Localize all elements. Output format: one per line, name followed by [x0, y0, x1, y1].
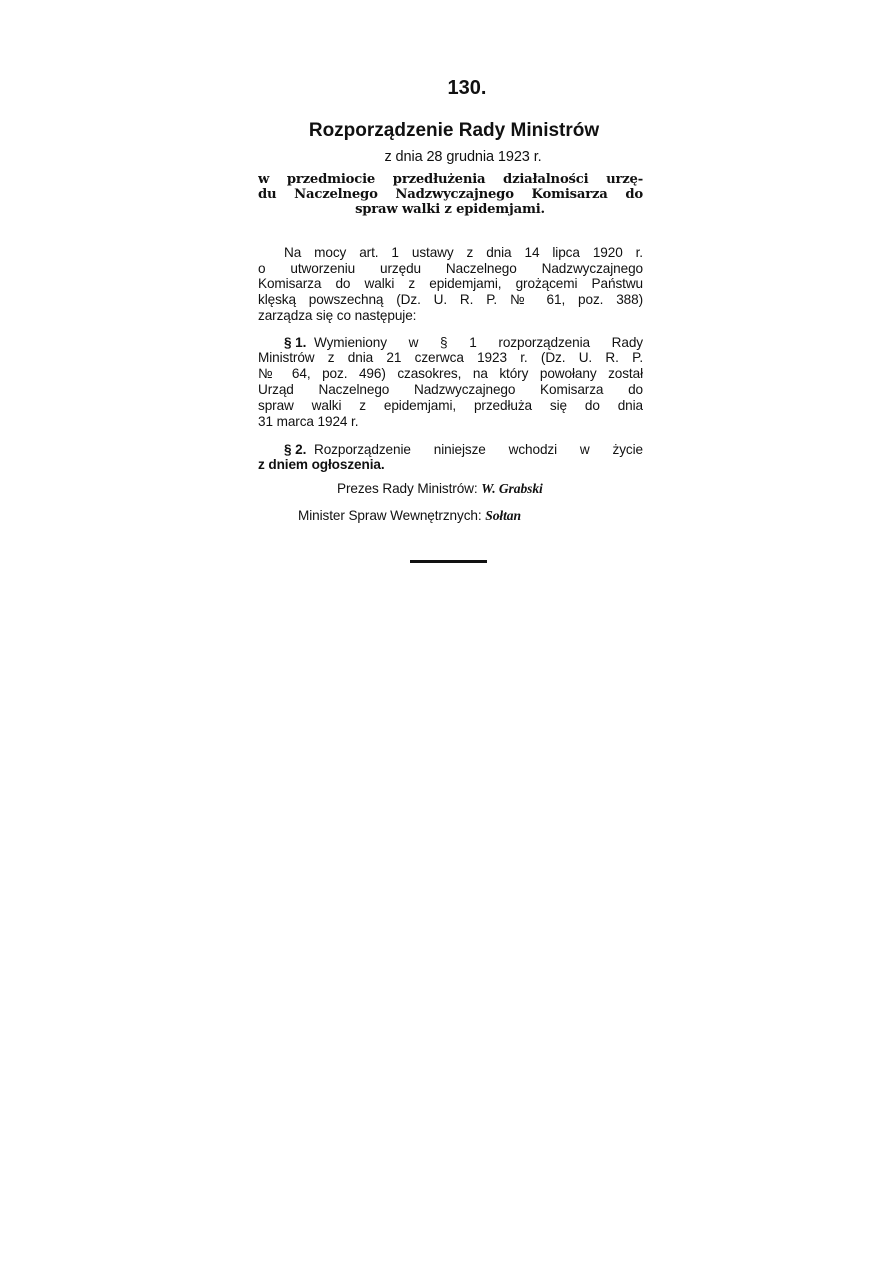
document-date: z dnia 28 grudnia 1923 r. — [384, 149, 542, 165]
signature-name: W. Grabski — [481, 481, 543, 496]
preamble-line: zarządza się co następuje: — [258, 308, 417, 323]
subject-line: du Naczelnego Nadzwyczajnego Komisarza do — [258, 187, 643, 202]
section-1-line: Urząd Naczelnego Nadzwyczajnego Komisarza do — [258, 382, 643, 397]
subject-line: spraw walki z epidemjami. — [355, 202, 545, 217]
section-1-line: Ministrów z dnia 21 czerwca 1923 r. (Dz. U. R. P. — [258, 350, 643, 365]
page-number: 130. — [447, 77, 487, 99]
signature-role: Minister Spraw Wewnętrznych: — [298, 508, 482, 523]
preamble-line: Komisarza do walki z epidemjami, grożącemi Państwu — [258, 276, 643, 291]
section-1-line: spraw walki z epidemjami, przedłuża się do dnia — [258, 398, 643, 413]
signature-name: Sołtan — [485, 508, 521, 523]
closing-rule — [410, 560, 487, 563]
signature-line — [337, 481, 543, 497]
section-1-mark: § 1. — [284, 335, 307, 350]
document-title: Rozporządzenie Rady Ministrów — [308, 120, 600, 141]
preamble-line: klęską powszechną (Dz. U. R. P. № 61, poz. 388) — [258, 292, 643, 307]
preamble-line: Na mocy art. 1 ustawy z dnia 14 lipca 1920 r. — [284, 245, 643, 260]
subject-line: w przedmiocie przedłużenia działalności urzę- — [258, 172, 643, 187]
section-1-line: 31 marca 1924 r. — [258, 414, 359, 429]
section-2-mark: § 2. — [284, 442, 307, 457]
signature-line — [298, 508, 521, 524]
section-2-line: Rozporządzenie niniejsze wchodzi w życie — [314, 442, 643, 457]
section-1-line: Wymieniony w § 1 rozporządzenia Rady — [314, 335, 643, 350]
signature-role: Prezes Rady Ministrów: — [337, 481, 478, 496]
section-1-line: № 64, poz. 496) czasokres, na który powołany został — [258, 366, 643, 381]
section-2-line: z dniem ogłoszenia. — [258, 457, 385, 472]
preamble-line: o utworzeniu urzędu Naczelnego Nadzwyczajnego — [258, 261, 643, 276]
